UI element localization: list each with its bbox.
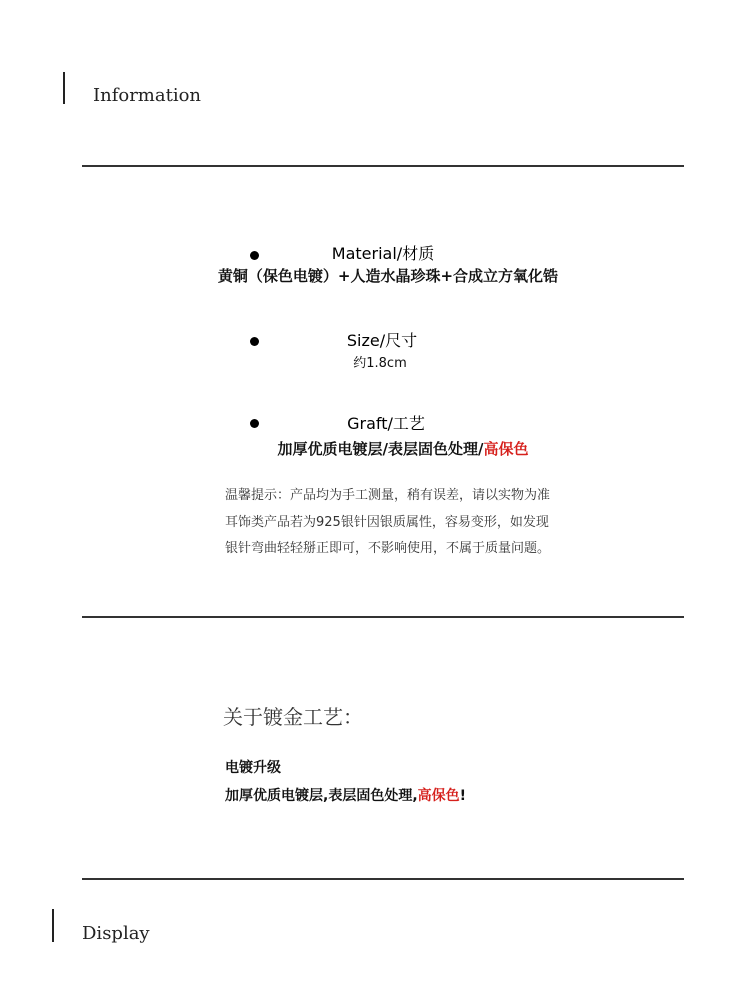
material-value: 黄铜（保色电镀）+人造水晶珍珠+合成立方氧化锆 (217, 267, 559, 285)
craft-heading: Graft/工艺 (347, 414, 425, 433)
plating-desc-end: ! (459, 788, 467, 804)
plating-subtitle: 电镀升级 (225, 760, 281, 776)
notice-line-2: 耳饰类产品若为925银针因银质属性，容易变形，如发现 (225, 515, 549, 530)
display-label: Display (82, 923, 150, 944)
divider-bottom (82, 878, 684, 880)
craft-value-highlight: 高保色 (483, 440, 529, 458)
plating-desc-main: 加厚优质电镀层,表层固色处理, (225, 788, 418, 804)
divider-top (82, 165, 684, 167)
size-heading: Size/尺寸 (346, 331, 418, 350)
display-marker-bar (52, 909, 54, 942)
plating-desc-highlight: 高保色 (417, 788, 460, 804)
notice-line-1: 温馨提示：产品均为手工测量，稍有误差，请以实物为准 (225, 488, 551, 503)
craft-value-main: 加厚优质电镀层/表层固色处理/ (277, 440, 484, 458)
section-marker-bar (63, 72, 65, 104)
size-value: 约1.8cm (353, 356, 407, 371)
information-label: Information (93, 85, 202, 106)
material-heading: Material/材质 (331, 244, 435, 263)
notice-line-3: 银针弯曲轻轻掰正即可，不影响使用，不属于质量问题。 (225, 541, 551, 556)
divider-middle (82, 616, 684, 618)
plating-title: 关于镀金工艺： (223, 705, 363, 729)
craft-value (0, 438, 750, 459)
plating-description (225, 785, 466, 805)
